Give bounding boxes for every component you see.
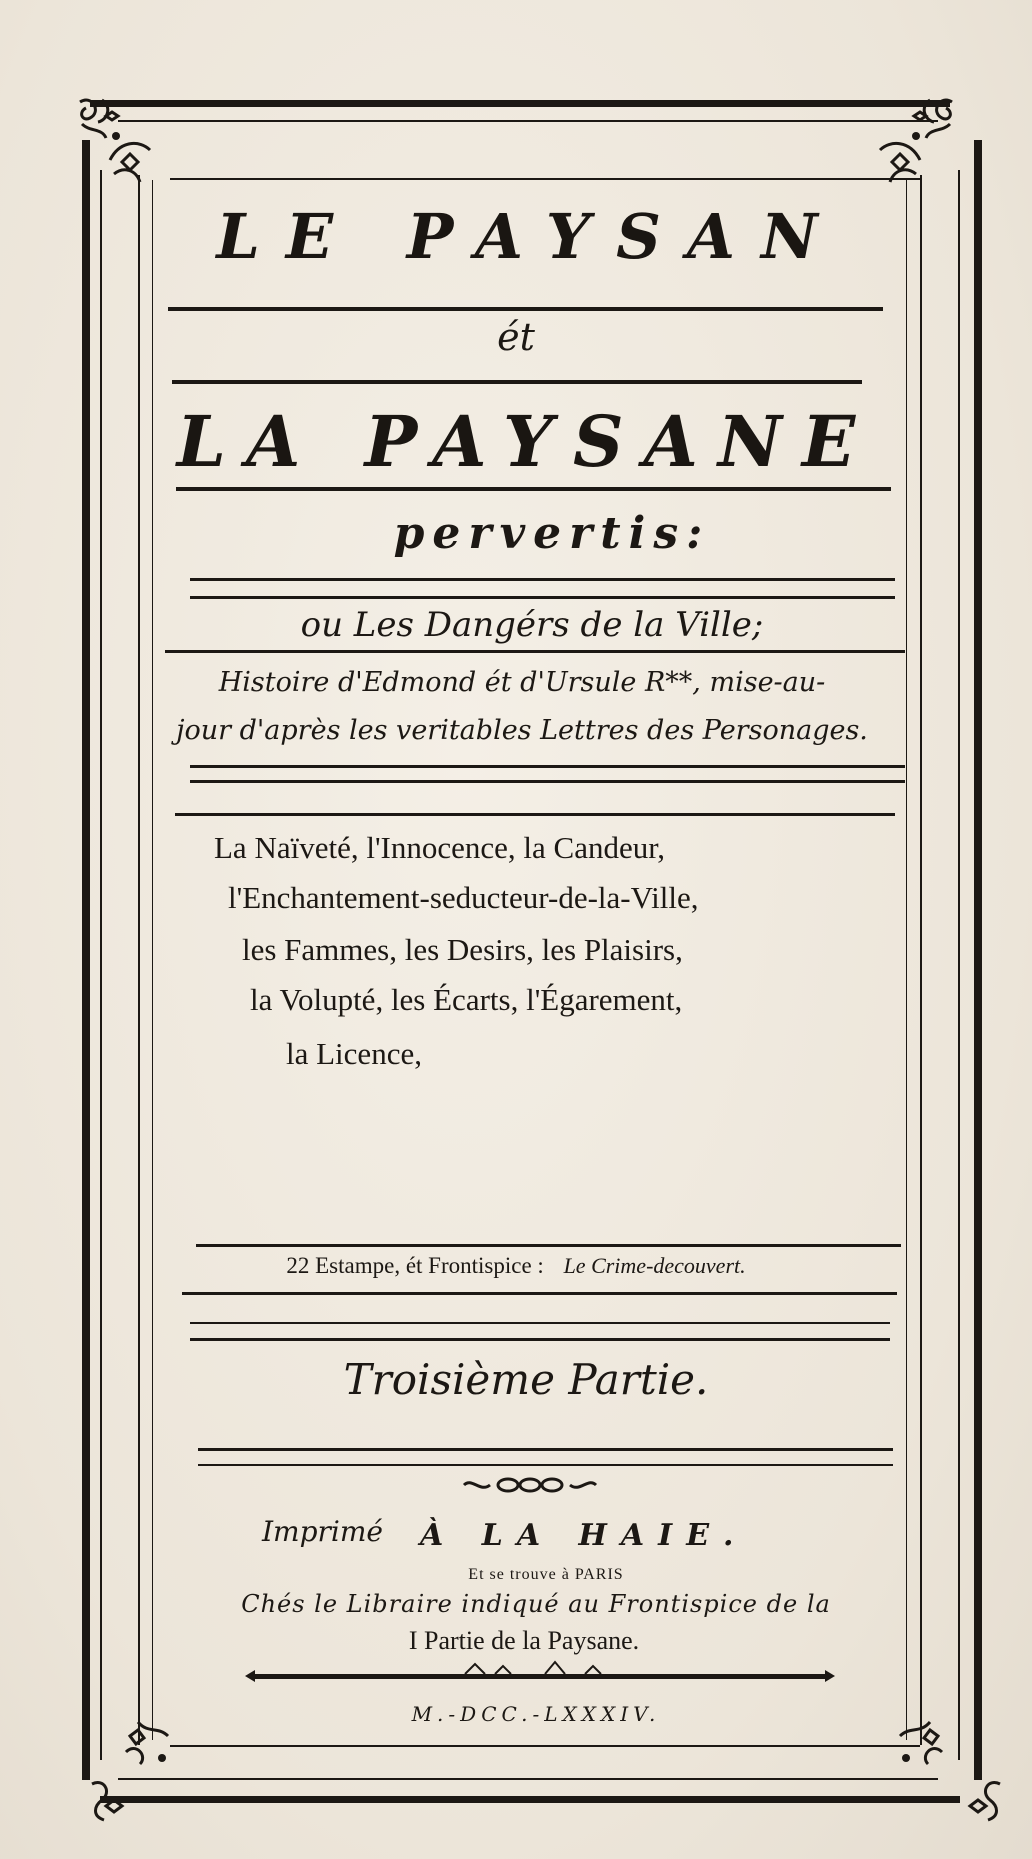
estampe-rule-top bbox=[196, 1244, 901, 1247]
imprint-partie-ref: I Partie de la Paysane. bbox=[408, 1626, 640, 1655]
title-conjunction: ét bbox=[497, 315, 535, 359]
title-line-3: pervertis: bbox=[393, 508, 711, 559]
frame-left-outer bbox=[82, 140, 90, 1780]
partie-rule-top-b bbox=[190, 1338, 890, 1341]
histoire-line-1: Histoire d'Edmond ét d'Ursule R**, mise-au- bbox=[218, 667, 826, 698]
imprint-imprime: Imprimé bbox=[262, 1515, 383, 1548]
decorative-bar-icon bbox=[245, 1660, 835, 1686]
frame-top-outer bbox=[90, 100, 950, 107]
partie-title: Troisième Partie. bbox=[343, 1355, 709, 1404]
corner-ornament-icon bbox=[100, 130, 160, 190]
virtues-line-3: les Fammes, les Desirs, les Plaisirs, bbox=[242, 932, 683, 967]
frame-top-inner2 bbox=[170, 178, 920, 180]
frame-top-inner bbox=[118, 120, 938, 122]
frame-bottom-inner2 bbox=[170, 1745, 920, 1747]
title-rule-3 bbox=[176, 487, 891, 491]
title-rule-4b bbox=[190, 596, 895, 599]
virtues-line-2: l'Enchantement-seducteur-de-la-Ville, bbox=[228, 880, 699, 915]
frame-right-outer bbox=[974, 140, 982, 1780]
estampe-rule-bottom bbox=[182, 1292, 897, 1295]
imprint-rule-a bbox=[198, 1448, 893, 1451]
virtues-line-1: La Naïveté, l'Innocence, la Candeur, bbox=[214, 830, 666, 865]
imprint-rule-b bbox=[198, 1464, 893, 1466]
imprint-date: M.-DCC.-LXXXIV. bbox=[411, 1702, 661, 1726]
histoire-line-2: jour d'après les veritables Lettres des Personages. bbox=[176, 715, 868, 746]
histoire-rule-b bbox=[190, 780, 905, 783]
virtues-line-4: la Volupté, les Écarts, l'Égarement, bbox=[250, 982, 683, 1017]
histoire-rule-a bbox=[190, 765, 905, 768]
chain-ornament-icon bbox=[460, 1474, 600, 1496]
frame-bottom-outer bbox=[100, 1796, 960, 1803]
imprint-place: À LA HAIE. bbox=[420, 1518, 748, 1553]
histoire-rule-c bbox=[175, 813, 895, 816]
subtitle-rule bbox=[165, 650, 905, 653]
imprint-libraire: Chés le Libraire indiqué au Frontispice de la bbox=[241, 1590, 831, 1618]
title-rule-2 bbox=[172, 380, 862, 384]
estampe-italic: Le Crime-decouvert. bbox=[563, 1253, 746, 1278]
virtues-line-5: la Licence, bbox=[286, 1036, 422, 1071]
title-rule-4a bbox=[190, 578, 895, 581]
corner-ornament-icon bbox=[948, 1770, 1008, 1830]
frame-bottom-inner bbox=[118, 1778, 938, 1780]
estampe-text: 22 Estampe, ét Frontispice : bbox=[286, 1253, 544, 1278]
partie-rule-top-a bbox=[190, 1322, 890, 1324]
title-line-2: LA PAYSANE bbox=[176, 400, 876, 483]
subtitle: ou Les Dangérs de la Ville; bbox=[300, 605, 764, 645]
imprint-se-trouve: Et se trouve à PARIS bbox=[468, 1566, 624, 1583]
estampe-line bbox=[0, 1253, 1032, 1279]
title-rule-1 bbox=[168, 307, 883, 311]
corner-ornament-icon bbox=[870, 130, 930, 190]
corner-ornament-icon bbox=[84, 1770, 144, 1830]
title-line-1: LE PAYSAN bbox=[216, 200, 844, 273]
